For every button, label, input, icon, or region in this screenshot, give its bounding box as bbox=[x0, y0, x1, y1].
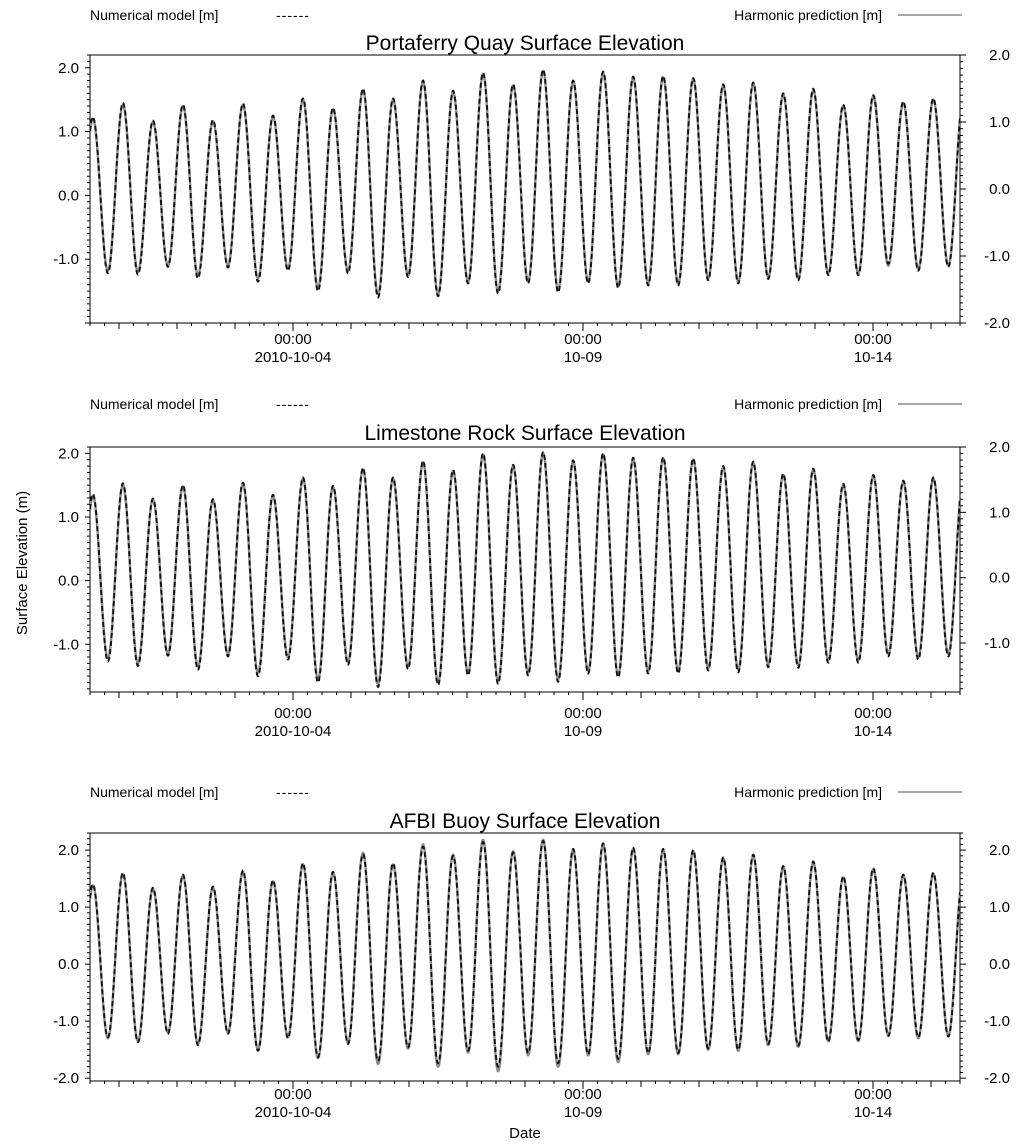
y-tick-label-right: 0.0 bbox=[989, 181, 1010, 198]
x-tick-time-label: 00:00 bbox=[854, 331, 892, 348]
legend-numerical-swatch: ------ bbox=[276, 396, 310, 412]
y-tick-label-right: -1.0 bbox=[984, 1013, 1010, 1031]
y-tick-label-left: 1.0 bbox=[58, 899, 79, 917]
x-tick-date-label: 2010-10-04 bbox=[254, 723, 332, 740]
y-tick-label-right: 1.0 bbox=[989, 114, 1010, 131]
y-tick-label-left: 1.0 bbox=[58, 509, 79, 526]
y-tick-label-right: 1.0 bbox=[989, 899, 1010, 917]
x-tick-time-label: 00:00 bbox=[854, 1086, 892, 1103]
y-tick-label-right: -2.0 bbox=[984, 315, 1010, 332]
chart-panel-3 bbox=[53, 784, 1010, 1121]
legend-numerical-label: Numerical model [m] bbox=[90, 784, 219, 800]
x-tick-time-label: 00:00 bbox=[854, 705, 892, 722]
y-tick-label-right: -1.0 bbox=[984, 635, 1010, 652]
x-tick-time-label: 00:00 bbox=[274, 331, 312, 348]
y-tick-label-right: 2.0 bbox=[989, 842, 1010, 860]
legend-harmonic-label: Harmonic prediction [m] bbox=[734, 784, 882, 800]
chart-title: Portaferry Quay Surface Elevation bbox=[365, 32, 685, 55]
y-tick-label-left: 2.0 bbox=[58, 59, 79, 77]
legend-numerical-label: Numerical model [m] bbox=[90, 396, 219, 412]
y-tick-label-left: 0.0 bbox=[58, 572, 79, 590]
x-tick-date-label: 10-14 bbox=[853, 723, 893, 740]
chart-title: Limestone Rock Surface Elevation bbox=[364, 422, 686, 445]
y-tick-label-right: 0.0 bbox=[989, 956, 1010, 974]
x-tick-date-label: 2010-10-04 bbox=[254, 349, 332, 366]
y-tick-label-right: 2.0 bbox=[989, 439, 1010, 456]
y-axis-label: Surface Elevation (m) bbox=[14, 490, 31, 636]
legend-numerical-swatch: ------ bbox=[276, 7, 310, 23]
y-tick-label-right: 1.0 bbox=[989, 504, 1010, 522]
legend-numerical-label: Numerical model [m] bbox=[90, 7, 219, 23]
chart-panel-2 bbox=[53, 396, 1010, 740]
y-tick-label-left: 0.0 bbox=[58, 956, 79, 974]
legend-harmonic-label: Harmonic prediction [m] bbox=[734, 7, 882, 23]
y-tick-label-left: 0.0 bbox=[58, 187, 79, 205]
x-tick-time-label: 00:00 bbox=[274, 705, 312, 722]
x-tick-time-label: 00:00 bbox=[564, 1086, 602, 1103]
x-tick-time-label: 00:00 bbox=[274, 1086, 312, 1103]
x-tick-date-label: 10-14 bbox=[853, 1104, 893, 1121]
chart-title: AFBI Buoy Surface Elevation bbox=[389, 810, 661, 833]
y-tick-label-right: -1.0 bbox=[984, 248, 1010, 265]
x-tick-date-label: 10-14 bbox=[853, 349, 893, 366]
x-tick-date-label: 10-09 bbox=[563, 349, 603, 366]
x-axis-label: Date bbox=[509, 1125, 541, 1142]
y-tick-label-left: 1.0 bbox=[58, 123, 79, 141]
x-tick-date-label: 10-09 bbox=[563, 1104, 603, 1121]
y-tick-label-left: -1.0 bbox=[53, 636, 79, 654]
x-tick-time-label: 00:00 bbox=[564, 331, 602, 348]
y-tick-label-right: 0.0 bbox=[989, 569, 1010, 587]
y-tick-label-left: -2.0 bbox=[53, 1070, 79, 1088]
y-tick-label-left: 2.0 bbox=[58, 842, 79, 860]
legend-numerical-swatch: ------ bbox=[276, 784, 310, 800]
chart-panel-1 bbox=[53, 7, 1010, 366]
y-tick-label-left: 2.0 bbox=[58, 445, 79, 463]
x-tick-date-label: 2010-10-04 bbox=[254, 1104, 332, 1121]
y-tick-label-right: -2.0 bbox=[984, 1070, 1010, 1088]
x-tick-date-label: 10-09 bbox=[563, 723, 603, 740]
x-tick-time-label: 00:00 bbox=[564, 705, 602, 722]
y-tick-label-left: -1.0 bbox=[53, 251, 79, 269]
y-tick-label-left: -1.0 bbox=[53, 1013, 79, 1031]
y-tick-label-right: 2.0 bbox=[989, 47, 1010, 64]
legend-harmonic-label: Harmonic prediction [m] bbox=[734, 396, 882, 412]
